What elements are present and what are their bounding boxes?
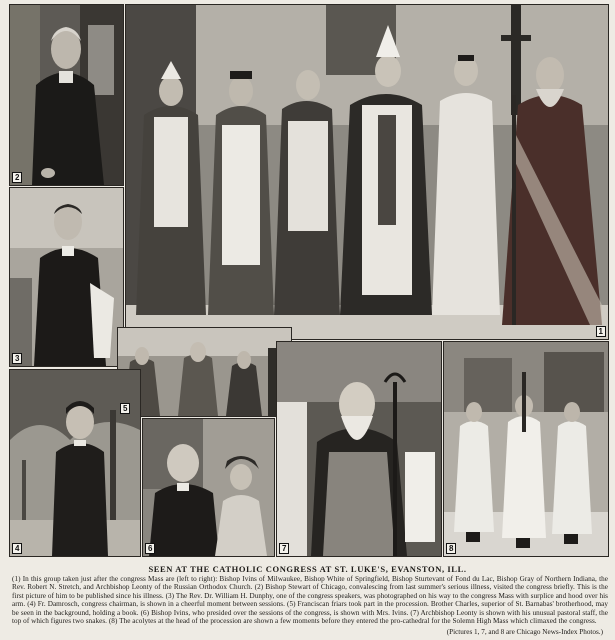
photo-7-image	[277, 342, 441, 556]
photo-3-image	[10, 188, 123, 366]
photo-8-number: 8	[446, 543, 456, 554]
photo-credit: (Pictures 1, 7, and 8 are Chicago News-Index Photos.)	[446, 628, 603, 636]
photo-5-image	[118, 328, 291, 416]
photo-4-number: 4	[12, 543, 22, 554]
photo-4	[9, 369, 141, 557]
photo-3	[9, 187, 124, 367]
caption-title: SEEN AT THE CATHOLIC CONGRESS AT ST. LUKE'S, EVANSTON, ILL.	[148, 564, 467, 574]
photo-5	[117, 327, 292, 417]
photo-7	[276, 341, 442, 557]
photo-7-number: 7	[279, 543, 289, 554]
caption-body: (1) In this group taken just after the congress Mass are (left to right): Bishop Ivins of Milwaukee, Bishop White of Springfield, Bishop Sturtevant of Fond du Lac, Bishop Gray of Northern Indiana, the Rev. Robert N. Stretch, and Archbishop Leonty of the Russian Orthodox Church. (2) Bishop Stewart of Chicago, convalescing from last summer's serious illness, visited the congress briefly. This is the first picture of him to be published since his illness. (3) The Rev. Dr. William H. Dunphy, one of the congress speakers, was photographed on his way to the congress Mass with surplice and hood over his arm. (4) Fr. Damrosch, congress chairman, is shown in a cheerful moment between sessions. (5) Franciscan friars took part in the procession. Brother Charles, superior of St. Barnabas' brotherhood, may be seen in the background, holding a book. (6) Bishop Ivins, who presided over the sessions of the congress, is shown with Mrs. Ivins. (7) Archbishop Leonty is shown with his unusual pastoral staff, the top of which figures two snakes. (8) The acolytes at the head of the procession are shown a few moments before they entered the pro-cathedral for the Solemn High Mass which climaxed the congress.	[12, 575, 608, 626]
photo-1	[125, 4, 609, 340]
photo-2-image	[10, 5, 123, 185]
photo-5-number: 5	[120, 403, 130, 414]
photo-2-number: 2	[12, 172, 22, 183]
photo-1-image	[126, 5, 608, 339]
photo-6-number: 6	[145, 543, 155, 554]
photo-2	[9, 4, 124, 186]
photo-3-number: 3	[12, 353, 22, 364]
photo-1-number: 1	[596, 326, 606, 337]
photo-6	[142, 418, 275, 557]
photo-8	[443, 341, 609, 557]
photo-8-image	[444, 342, 608, 556]
photo-6-image	[143, 419, 274, 556]
photo-4-image	[10, 370, 140, 556]
